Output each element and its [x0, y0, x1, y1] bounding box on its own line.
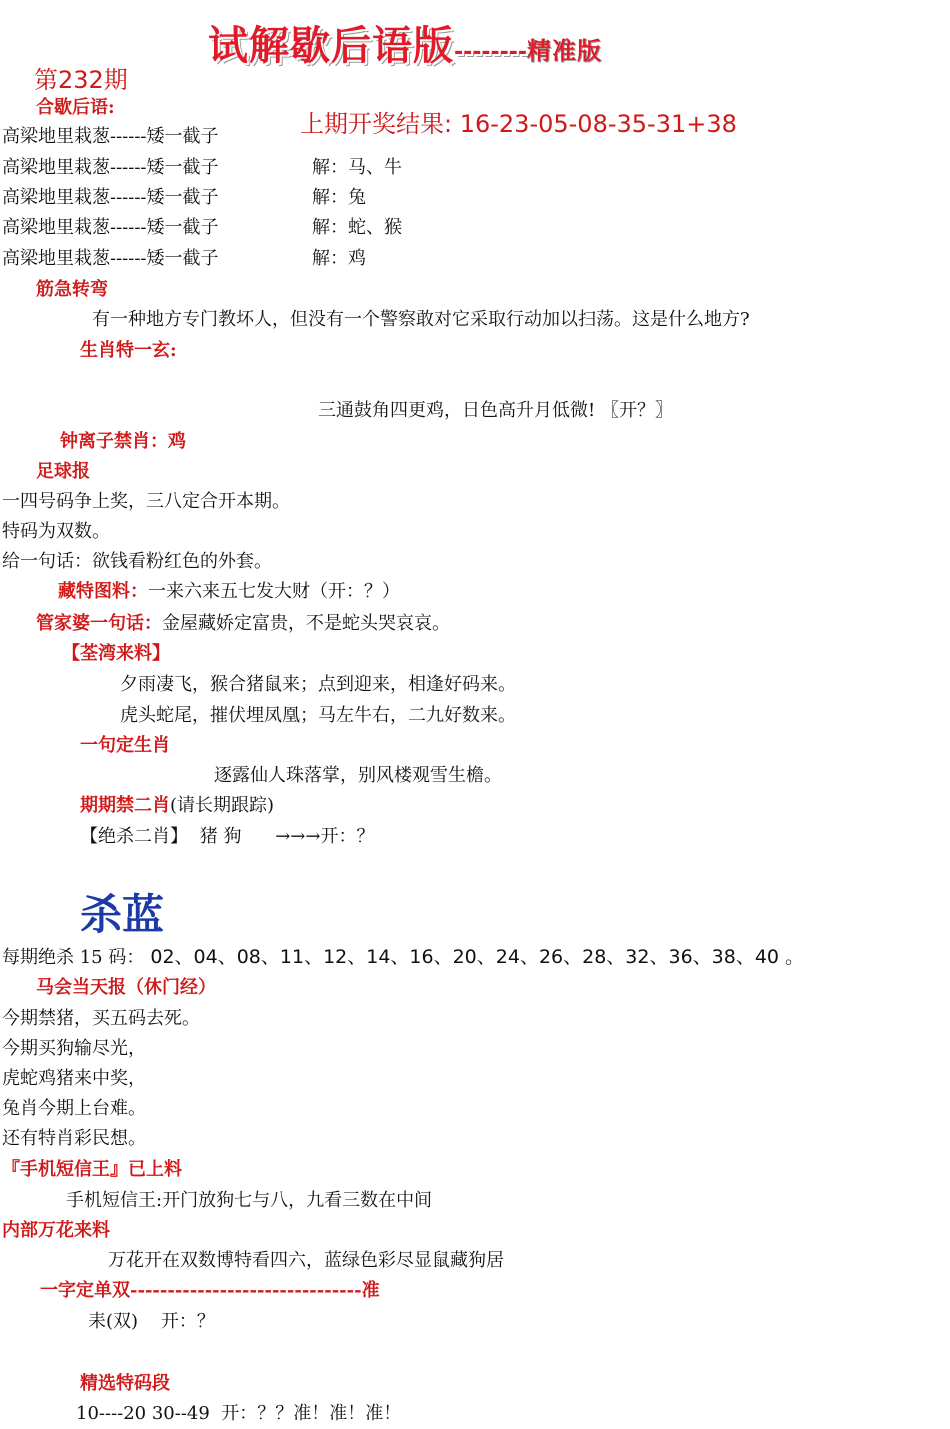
- hidden-pic-text: 一来六来五七发大财（开：？）: [148, 581, 400, 602]
- taiwan-heading: 【荃湾来料】: [62, 643, 170, 664]
- xiehouyu-heading: 合歇后语:: [36, 97, 115, 118]
- special-range-text: 10----20 30--49 开：？？准！准！准！: [76, 1403, 402, 1424]
- football-line: 特码为双数。: [2, 521, 110, 542]
- football-line: 给一句话：欲钱看粉红色的外套。: [2, 551, 272, 572]
- horse-report-line: 今期禁猪，买五码去死。: [2, 1008, 200, 1029]
- ban-two-arrows: →→→开：？: [275, 826, 375, 847]
- ban-two-animals: 猪 狗: [199, 826, 242, 847]
- football-heading: 足球报: [36, 461, 90, 482]
- special-range-heading: 精选特码段: [80, 1373, 170, 1394]
- riddle-text: 有一种地方专门教坏人，但没有一个警察敢对它采取行动加以扫荡。这是什么地方?: [92, 309, 750, 330]
- ban-two-suffix: (请长期跟踪): [170, 795, 275, 816]
- page-title: 试解歇后语版--------精准版: [208, 23, 603, 69]
- kill-blue-title: 杀蓝: [80, 890, 165, 939]
- football-line: 一四号码争上奖，三八定合开本期。: [2, 491, 290, 512]
- kill-blue-prefix: 每期绝杀 15 码：: [2, 947, 145, 968]
- zodiac-special-heading: 生肖特一玄:: [80, 340, 177, 361]
- horse-report-line: 兔肖今期上台难。: [2, 1098, 146, 1119]
- taiwan-line: 夕雨凄飞，猴合猪鼠来；点到迎来，相逢好码来。: [120, 674, 516, 695]
- wanhua-text: 万花开在双数博特看四六，蓝绿色彩尽显鼠藏狗居: [108, 1250, 504, 1271]
- kill-blue-list: 02、04、08、11、12、14、16、20、24、26、28、32、36、38、40 。: [150, 946, 805, 968]
- subtitle: 精准版: [527, 37, 603, 65]
- xiehouyu-row: 高梁地里栽葱------矮一截子: [2, 157, 219, 178]
- ban-two-line: [80, 825, 374, 849]
- xiehouyu-answer: 解：兔: [312, 187, 366, 208]
- single-double-heading: 一字定单双-------------------------------准: [40, 1280, 380, 1301]
- xiehouyu-row: 高梁地里栽葱------矮一截子: [2, 248, 219, 269]
- horse-report-line: 今期买狗输尽光，: [2, 1038, 146, 1059]
- xiehouyu-row: 高梁地里栽葱------矮一截子: [2, 217, 219, 238]
- housekeeper: [36, 612, 450, 636]
- xiehouyu-answer: 解：鸡: [312, 248, 366, 269]
- horse-report-line: 还有特肖彩民想。: [2, 1128, 146, 1149]
- kill-blue-numbers: [2, 945, 804, 970]
- xiehouyu-answer: 解：马、牛: [312, 157, 402, 178]
- ban-two-heading: [80, 794, 274, 818]
- housekeeper-text: 金屋藏娇定富贵，不是蛇头哭哀哀。: [162, 613, 450, 634]
- title-dashes: --------: [454, 40, 528, 65]
- xiehouyu-row: 高梁地里栽葱------矮一截子: [2, 187, 219, 208]
- single-double-text: 耒(双) 开：？: [88, 1311, 215, 1332]
- one-sentence-heading: 一句定生肖: [80, 735, 170, 756]
- hidden-pic-label: 藏特图料：: [58, 581, 148, 602]
- riddle-heading: 筋急转弯: [36, 279, 108, 300]
- housekeeper-label: 管家婆一句话：: [36, 613, 162, 634]
- horse-report-heading: 马会当天报（休门经）: [36, 977, 216, 998]
- ban-two-title: 期期禁二肖: [80, 795, 170, 816]
- sms-king-heading: 『手机短信王』已上料: [2, 1159, 182, 1180]
- xiehouyu-row: 高梁地里栽葱------矮一截子: [2, 126, 219, 147]
- ban-two-label: 【绝杀二肖】: [80, 826, 188, 847]
- hidden-pic: [58, 580, 400, 604]
- zhongli-ban: 钟离子禁肖：鸡: [60, 431, 186, 452]
- sms-king-text: 手机短信王:开门放狗七与八，九看三数在中间: [66, 1190, 433, 1211]
- xiehouyu-answer: 解：蛇、猴: [312, 217, 402, 238]
- wanhua-heading: 内部万花来料: [2, 1220, 110, 1241]
- one-sentence-text: 逐露仙人珠落掌，别风楼观雪生檐。: [214, 765, 502, 786]
- last-result: 上期开奖结果: 16-23-05-08-35-31+38: [300, 110, 737, 138]
- taiwan-line: 虎头蛇尾，摧伏埋凤凰；马左牛右，二九好数来。: [120, 705, 516, 726]
- zodiac-special-text: 三通鼓角四更鸡，日色高升月低微! 〖开？〗: [318, 400, 673, 421]
- issue-number: 第232期: [34, 66, 128, 94]
- horse-report-line: 虎蛇鸡猪来中奖，: [2, 1068, 146, 1089]
